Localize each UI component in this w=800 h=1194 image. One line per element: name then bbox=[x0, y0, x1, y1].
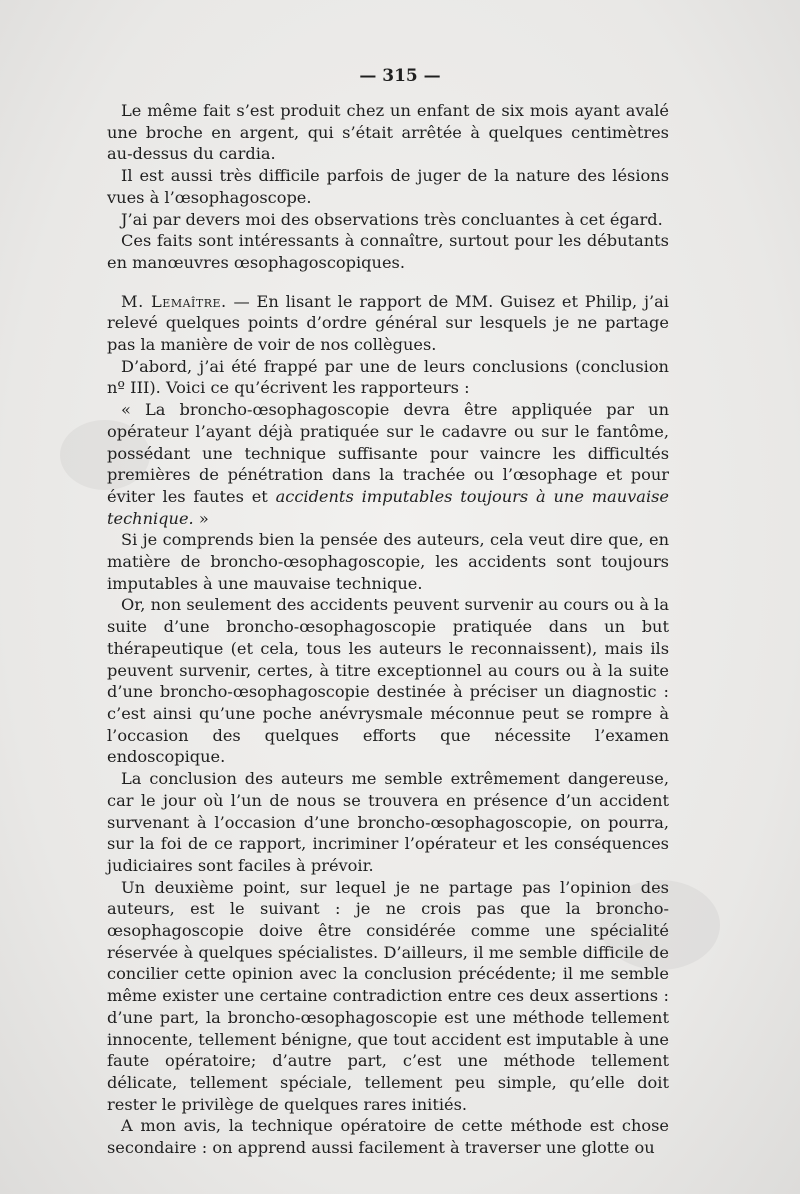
paragraph: Or, non seulement des accidents peuvent survenir au cours ou à la suite d’une broncho-œsophagoscopie pratiquée dans un but thérapeutique (et cela, tous les auteurs le reconnaissent), mais ils peuvent survenir, certes, à titre exceptionnel au cours ou à la suite d’une broncho-œsophagoscopie destinée à préciser un diagnostic : c’est ainsi qu’une poche anévrysmale méconnue peut se rompre à l’occasion des quelques efforts que nécessite l’examen endoscopique. bbox=[107, 595, 669, 767]
quote-italic-text: accidents imputables toujours à une mauvaise technique. bbox=[107, 486, 670, 528]
paragraph-speaker-intro bbox=[107, 291, 669, 356]
paragraph: Ces faits sont intéressants à connaître, surtout pour les débutants en manœuvres œsophagoscopiques. bbox=[107, 231, 669, 272]
paragraph: D’abord, j’ai été frappé par une de leurs conclusions (conclusion nº III). Voici ce qu’écrivent les rapporteurs : bbox=[107, 356, 669, 398]
paragraph: A mon avis, la technique opératoire de cette méthode est chose secondaire : on apprend aussi facilement à traverser une glotte ou bbox=[107, 1116, 669, 1158]
quote-text: « La broncho-œsophagoscopie devra être appliquée par un opérateur l’ayant déjà pratiquée sur le cadavre ou sur le fantôme, possédant une technique suffisante pour vaincre les difficultés premières de pénétration dans la trachée ou l’œsophage et pour éviter les fautes et bbox=[107, 400, 669, 506]
paragraph: Si je comprends bien la pensée des auteurs, cela veut dire que, en matière de broncho-œsophagoscopie, les accidents sont toujours imputables à une mauvaise technique. bbox=[107, 530, 669, 593]
paragraph: J’ai par devers moi des observations très concluantes à cet égard. bbox=[121, 209, 663, 229]
quote-end: » bbox=[193, 508, 209, 528]
paragraph: Il est aussi très difficile parfois de juger de la nature des lésions vues à l’œsophagoscope. bbox=[107, 166, 669, 207]
page-number: — 315 — bbox=[359, 66, 441, 86]
body-text bbox=[107, 100, 669, 1159]
speaker-name: M. Lemaître. bbox=[121, 291, 227, 311]
speaker-text: — En lisant le rapport de MM. Guisez et Philip, j’ai relevé quelques points d’ordre général sur lesquels je ne partage pas la manière de voir de nos collègues. bbox=[107, 291, 669, 355]
quote-paragraph bbox=[107, 399, 669, 529]
section-gap bbox=[107, 274, 669, 291]
paragraph: Un deuxième point, sur lequel je ne partage pas l’opinion des auteurs, est le suivant : je ne crois pas que la broncho-œsophagoscopie doive être considérée comme une spécialité réservée à quelques spécialistes. D’ailleurs, il me semble difficile de concilier cette opinion avec la conclusion précédente; il me semble même exister une certaine contradiction entre ces deux assertions : d’une part, la broncho-œsophagoscopie est une méthode tellement innocente, tellement bénigne, que tout accident est imputable à une faute opératoire; d’autre part, c’est une méthode tellement délicate, tellement spéciale, tellement peu simple, qu’elle doit rester le privilège de quelques rares initiés. bbox=[107, 877, 669, 1114]
paragraph: La conclusion des auteurs me semble extrêmement dangereuse, car le jour où l’un de nous se trouvera en présence d’un accident survenant à l’occasion d’une broncho-œsophagoscopie, on pourra, sur la foi de ce rapport, incriminer l’opérateur et les conséquences judiciaires sont faciles à prévoir. bbox=[107, 769, 669, 875]
paragraph: Le même fait s’est produit chez un enfant de six mois ayant avalé une broche en argent, qui s’était arrêtée à quelques centimètres au-dessus du cardia. bbox=[107, 101, 669, 164]
